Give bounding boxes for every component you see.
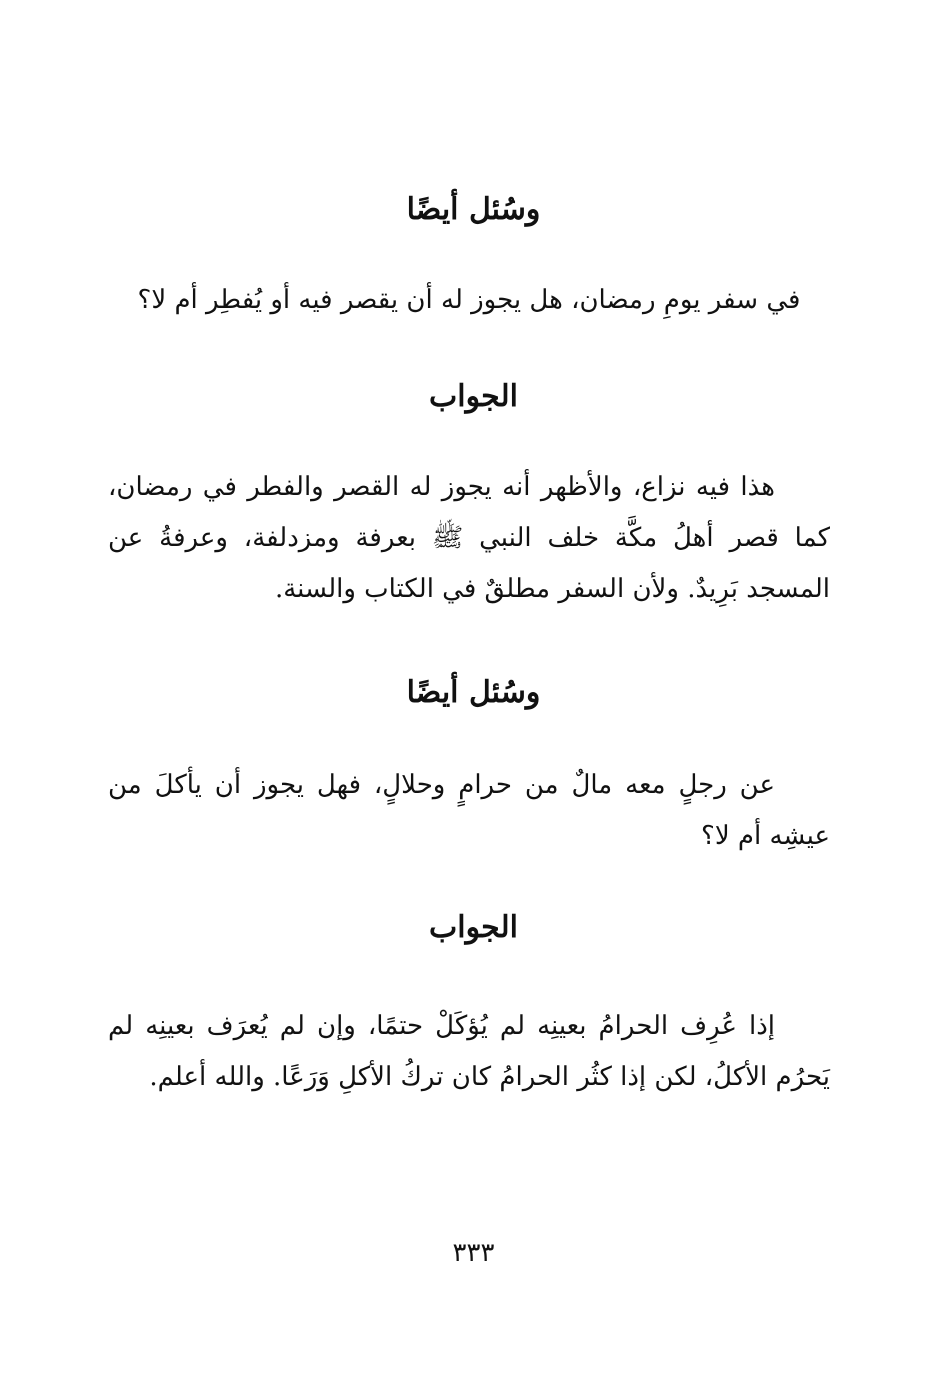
question-2-text: عن رجلٍ معه مالٌ من حرامٍ وحلالٍ، فهل يجوز أن يأكلَ من عيشِه أم لا؟ — [108, 770, 830, 851]
answer-2-text: إذا عُرِف الحرامُ بعينِه لم يُؤكَلْ حتمًا، وإن لم يُعرَف بعينِه لم يَحرُم الأكلُ، لكن إذا كثُر الحرامُ كان تركُ الأكلِ وَرَعًا. والله أعلم. — [108, 1011, 830, 1092]
section-heading-question-2: وسُئل أيضًا — [406, 675, 541, 710]
page-number: ٣٣٣ — [452, 1238, 495, 1268]
section-heading-answer-1: الجواب — [429, 379, 518, 414]
answer-1-text: هذا فيه نزاع، والأظهر أنه يجوز له القصر والفطر في رمضان، كما قصر أهلُ مكَّة خلف النبي ﷺ بعرفة ومزدلفة، وعرفةُ عن المسجد بَرِيدٌ. ولأن السفر مطلقٌ في الكتاب والسنة. — [108, 472, 830, 604]
section-heading-answer-2: الجواب — [429, 910, 518, 945]
section-heading-question-1: وسُئل أيضًا — [406, 192, 541, 227]
question-1-text: في سفر يومِ رمضان، هل يجوز له أن يقصر فيه أو يُفطِر أم لا؟ — [137, 285, 801, 315]
